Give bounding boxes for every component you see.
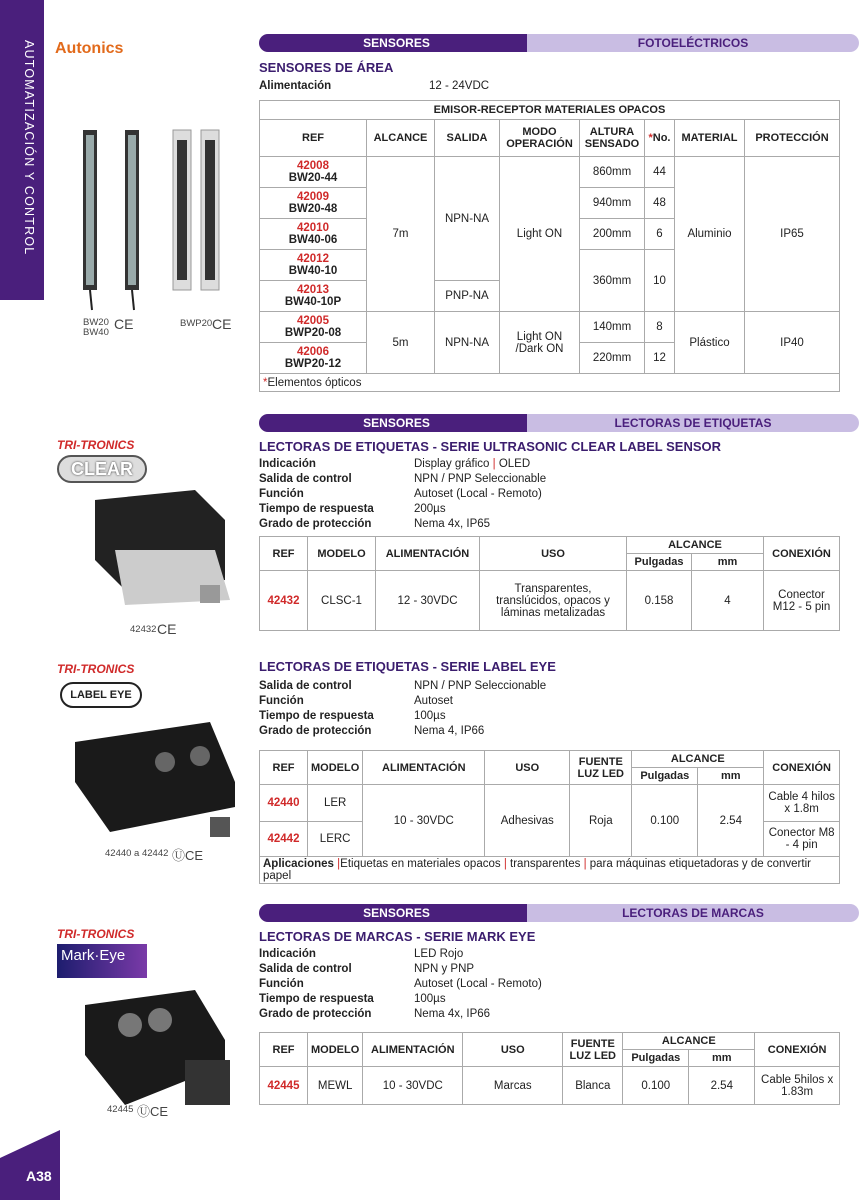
text: Función	[259, 978, 304, 990]
section-title-clear: LECTORAS DE ETIQUETAS - SERIE ULTRASONIC CLEAR LABEL SENSOR	[259, 439, 722, 454]
table-row	[260, 537, 840, 554]
section-title-mark-eye: LECTORAS DE MARCAS - SERIE MARK EYE	[259, 929, 536, 944]
text: Display gráfico	[414, 458, 490, 470]
text: mm	[698, 768, 764, 785]
note-row	[260, 374, 840, 392]
text: Etiquetas en materiales opacos	[340, 858, 501, 870]
text: ALCANCE	[632, 751, 764, 768]
text: NPN / PNP Seleccionable	[414, 473, 547, 485]
text: Pulgadas	[632, 768, 698, 785]
modo-light-on: Light ON	[500, 157, 580, 312]
text: Pulgadas	[627, 554, 692, 571]
text: CONEXIÓN	[755, 1033, 840, 1067]
text: MODELO	[308, 537, 376, 571]
text: 10	[645, 250, 675, 312]
mark-eye-logo: Mark·Eye	[57, 944, 147, 978]
ref-cell	[260, 250, 367, 281]
area-sensor-image	[75, 125, 235, 315]
text: 0.100	[623, 1067, 689, 1105]
text: ALIMENTACIÓN	[376, 537, 480, 571]
text	[259, 502, 546, 517]
ul-ce-mark-2: ⓊCE	[137, 1104, 169, 1119]
text: Light ON /Dark ON	[500, 312, 580, 374]
text	[259, 1007, 542, 1022]
text: Tiempo de respuesta	[259, 710, 374, 722]
text: LER	[308, 785, 363, 822]
text: mm	[692, 554, 764, 571]
text: Aplicaciones	[263, 858, 334, 870]
mark-eye-sensor-image	[75, 985, 235, 1110]
text: 6	[645, 219, 675, 250]
text: transparentes	[510, 858, 581, 870]
bar-right: LECTORAS DE MARCAS	[527, 904, 859, 922]
ref-cell	[260, 343, 367, 374]
specs-clear	[259, 457, 546, 532]
table-row	[260, 1033, 840, 1050]
col-alcance: ALCANCE	[367, 120, 435, 157]
text: 42008	[297, 160, 329, 172]
text: NPN / PNP Seleccionable	[414, 680, 547, 692]
text: REF	[260, 751, 308, 785]
col-material: MATERIAL	[675, 120, 745, 157]
text: CONEXIÓN	[764, 537, 840, 571]
text: IP40	[745, 312, 840, 374]
text: 8	[645, 312, 675, 343]
tritronics-logo-3: TRI-TRONICS	[57, 927, 135, 941]
text: Autoset	[414, 695, 453, 707]
table-row	[260, 157, 840, 188]
text: BW40-10P	[284, 296, 342, 308]
text: Elementos ópticos	[267, 376, 362, 389]
text: LERC	[308, 822, 363, 857]
text	[259, 79, 489, 94]
table-row	[260, 120, 840, 157]
text: Plástico	[675, 312, 745, 374]
text: Función	[259, 488, 304, 500]
text: Función	[259, 695, 304, 707]
bar-right: LECTORAS DE ETIQUETAS	[527, 414, 859, 432]
text: 0.100	[632, 785, 698, 857]
bar-left: SENSORES	[259, 904, 534, 922]
text	[259, 679, 546, 694]
text: 42010	[297, 222, 329, 234]
sidebar-corner	[0, 270, 44, 300]
text: Conector M8 - 4 pin	[764, 822, 840, 857]
clear-label-sensor-image	[85, 490, 245, 620]
text: USO	[480, 537, 627, 571]
text: 200µs	[414, 503, 446, 515]
text	[259, 487, 546, 502]
section-bar-1	[259, 34, 859, 52]
spec-key: Alimentación	[259, 80, 332, 92]
text: Indicación	[259, 458, 316, 470]
text: 12	[645, 343, 675, 374]
text: Salida de control	[259, 963, 352, 975]
ref-cell	[260, 281, 367, 312]
bar-left: SENSORES	[259, 34, 534, 52]
text: Pulgadas	[623, 1050, 689, 1067]
table-row	[260, 751, 840, 768]
text: Roja	[570, 785, 632, 857]
tritronics-logo-2: TRI-TRONICS	[57, 662, 135, 676]
text: Conector M12 - 5 pin	[764, 571, 840, 631]
text: Grado de protección	[259, 725, 372, 737]
text: PNP-NA	[435, 281, 500, 312]
text: REF	[260, 1033, 308, 1067]
ce-mark-3: CE	[157, 621, 177, 637]
text: Cable 4 hilos x 1.8m	[764, 785, 840, 822]
text: 42005	[297, 315, 329, 327]
text: 48	[645, 188, 675, 219]
sidebar	[0, 0, 44, 1200]
text: Adhesivas	[485, 785, 570, 857]
text: ALCANCE	[623, 1033, 755, 1050]
text: 200mm	[580, 219, 645, 250]
label-eye-logo: LABEL EYE	[60, 682, 142, 708]
text: Blanca	[563, 1067, 623, 1105]
text: 42006	[297, 346, 329, 358]
text: MODELO	[308, 751, 363, 785]
text: 44	[645, 157, 675, 188]
text: 42012	[297, 253, 329, 265]
bar-right: FOTOELÉCTRICOS	[527, 34, 859, 52]
table-row	[260, 374, 840, 392]
text: NPN-NA	[435, 312, 500, 374]
text: 42009	[297, 191, 329, 203]
text: FUENTE LUZ LED	[563, 1033, 623, 1067]
page-number: A38	[26, 1168, 52, 1184]
text: |	[492, 458, 496, 470]
text	[259, 709, 546, 724]
text: *	[263, 376, 268, 389]
clear-table	[259, 536, 840, 631]
ul-ce-mark-1: ⓊCE	[172, 848, 204, 863]
text	[414, 457, 530, 472]
text	[259, 457, 546, 472]
text	[259, 977, 542, 992]
text: OLED	[498, 458, 531, 470]
text: para máquinas etiquetadoras y de convertir papel	[263, 858, 811, 882]
text	[259, 962, 542, 977]
caption-bw: BW20 BW40	[83, 317, 109, 338]
text: Autoset (Local - Remoto)	[414, 978, 542, 990]
text: MEWL	[308, 1067, 363, 1105]
col-modo: MODO OPERACIÓN	[500, 120, 580, 157]
text: 12 - 30VDC	[376, 571, 480, 631]
col-proteccion: PROTECCIÓN	[745, 120, 840, 157]
text: 42440	[260, 785, 308, 822]
text: Autoset (Local - Remoto)	[414, 488, 542, 500]
text: 42442	[260, 822, 308, 857]
text: Nema 4, IP66	[414, 725, 485, 737]
ce-mark-1: CE	[114, 316, 134, 332]
text: 10 - 30VDC	[363, 785, 485, 857]
text: Nema 4x, IP66	[414, 1008, 491, 1020]
spec-value: 12 - 24VDC	[429, 80, 490, 92]
text: Salida de control	[259, 680, 352, 692]
text: ALCANCE	[627, 537, 764, 554]
text: 10 - 30VDC	[363, 1067, 463, 1105]
sidebar-title: AUTOMATIZACIÓN Y CONTROL	[22, 40, 36, 256]
caption-42445: 42445	[107, 1104, 134, 1115]
aplicaciones-row	[260, 857, 840, 884]
col-no: *No.	[645, 120, 675, 157]
section-title-area: SENSORES DE ÁREA	[259, 60, 394, 75]
text: FUENTE LUZ LED	[570, 751, 632, 785]
text: BWP20-08	[284, 327, 342, 339]
text: BW20-44	[288, 172, 338, 184]
text	[259, 517, 546, 532]
specs-mark-eye	[259, 947, 542, 1022]
text: |	[503, 858, 507, 870]
text: 42445	[260, 1067, 308, 1105]
table-row	[260, 101, 840, 120]
salida-npn: NPN-NA	[435, 157, 500, 281]
col-altura: ALTURA SENSADO	[580, 120, 645, 157]
ref-cell	[260, 188, 367, 219]
text: 4	[692, 571, 764, 631]
text: ALIMENTACIÓN	[363, 751, 485, 785]
text: *	[648, 132, 653, 144]
text: 2.54	[689, 1067, 755, 1105]
text: BWP20-12	[284, 358, 342, 370]
text: Cable 5hilos x 1.83m	[755, 1067, 840, 1105]
section-bar-4	[259, 904, 859, 922]
spec-alim	[259, 79, 489, 94]
table-row	[260, 571, 840, 631]
text: Grado de protección	[259, 1008, 372, 1020]
text: BW40-10	[288, 265, 338, 277]
text: mm	[689, 1050, 755, 1067]
text: BW20-48	[288, 203, 338, 215]
label-eye-sensor-image	[70, 722, 240, 842]
label-eye-table	[259, 750, 840, 884]
table-row	[260, 312, 840, 343]
text: Grado de protección	[259, 518, 372, 530]
table-row	[260, 1067, 840, 1105]
text: CONEXIÓN	[764, 751, 840, 785]
text: LED Rojo	[414, 948, 464, 960]
ref-cell	[260, 157, 367, 188]
caption-42440: 42440 a 42442	[105, 848, 169, 859]
area-sensor-table	[259, 100, 840, 392]
text	[259, 694, 546, 709]
col-ref: REF	[260, 120, 367, 157]
text: 100µs	[414, 710, 446, 722]
text: MODELO	[308, 1033, 363, 1067]
proteccion-ip65: IP65	[745, 157, 840, 312]
text: REF	[260, 537, 308, 571]
text: Marcas	[463, 1067, 563, 1105]
ref-cell	[260, 312, 367, 343]
text	[259, 992, 542, 1007]
text: ALIMENTACIÓN	[363, 1033, 463, 1067]
text	[259, 472, 546, 487]
autonics-logo: Autonics	[55, 40, 124, 57]
ce-mark-2: CE	[212, 316, 232, 332]
text: CLSC-1	[308, 571, 376, 631]
text: 42013	[297, 284, 329, 296]
text: 360mm	[580, 250, 645, 312]
text: Nema 4x, IP65	[414, 518, 491, 530]
section-bar-2	[259, 414, 859, 432]
clear-logo: CLEAR	[57, 455, 147, 483]
text: 0.158	[627, 571, 692, 631]
text: NPN y PNP	[414, 963, 475, 975]
text: |	[337, 858, 341, 870]
bar-left: SENSORES	[259, 414, 534, 432]
section-title-label-eye: LECTORAS DE ETIQUETAS - SERIE LABEL EYE	[259, 659, 556, 674]
text: 220mm	[580, 343, 645, 374]
text: 100µs	[414, 993, 446, 1005]
ref-cell	[260, 219, 367, 250]
col-salida: SALIDA	[435, 120, 500, 157]
text	[259, 724, 546, 739]
text: BW40-06	[288, 234, 338, 246]
group-header: EMISOR-RECEPTOR MATERIALES OPACOS	[260, 101, 840, 120]
table-row	[260, 857, 840, 884]
caption-bwp: BWP20	[180, 318, 213, 329]
text: 5m	[367, 312, 435, 374]
text: Tiempo de respuesta	[259, 993, 374, 1005]
alcance-7m: 7m	[367, 157, 435, 312]
text: USO	[463, 1033, 563, 1067]
mark-eye-table	[259, 1032, 840, 1105]
specs-label-eye	[259, 679, 546, 739]
text: 42432	[260, 571, 308, 631]
text: Salida de control	[259, 473, 352, 485]
text: |	[583, 858, 587, 870]
text: Tiempo de respuesta	[259, 503, 374, 515]
text: Indicación	[259, 948, 316, 960]
tritronics-logo-1: TRI-TRONICS	[57, 438, 135, 452]
text: Transparentes, translúcidos, opacos y láminas metalizadas	[480, 571, 627, 631]
text: 140mm	[580, 312, 645, 343]
material-aluminio: Aluminio	[675, 157, 745, 312]
table-row	[260, 785, 840, 822]
text	[259, 947, 542, 962]
text: 860mm	[580, 157, 645, 188]
text: 940mm	[580, 188, 645, 219]
caption-42432: 42432	[130, 624, 157, 635]
text: USO	[485, 751, 570, 785]
text: 2.54	[698, 785, 764, 857]
